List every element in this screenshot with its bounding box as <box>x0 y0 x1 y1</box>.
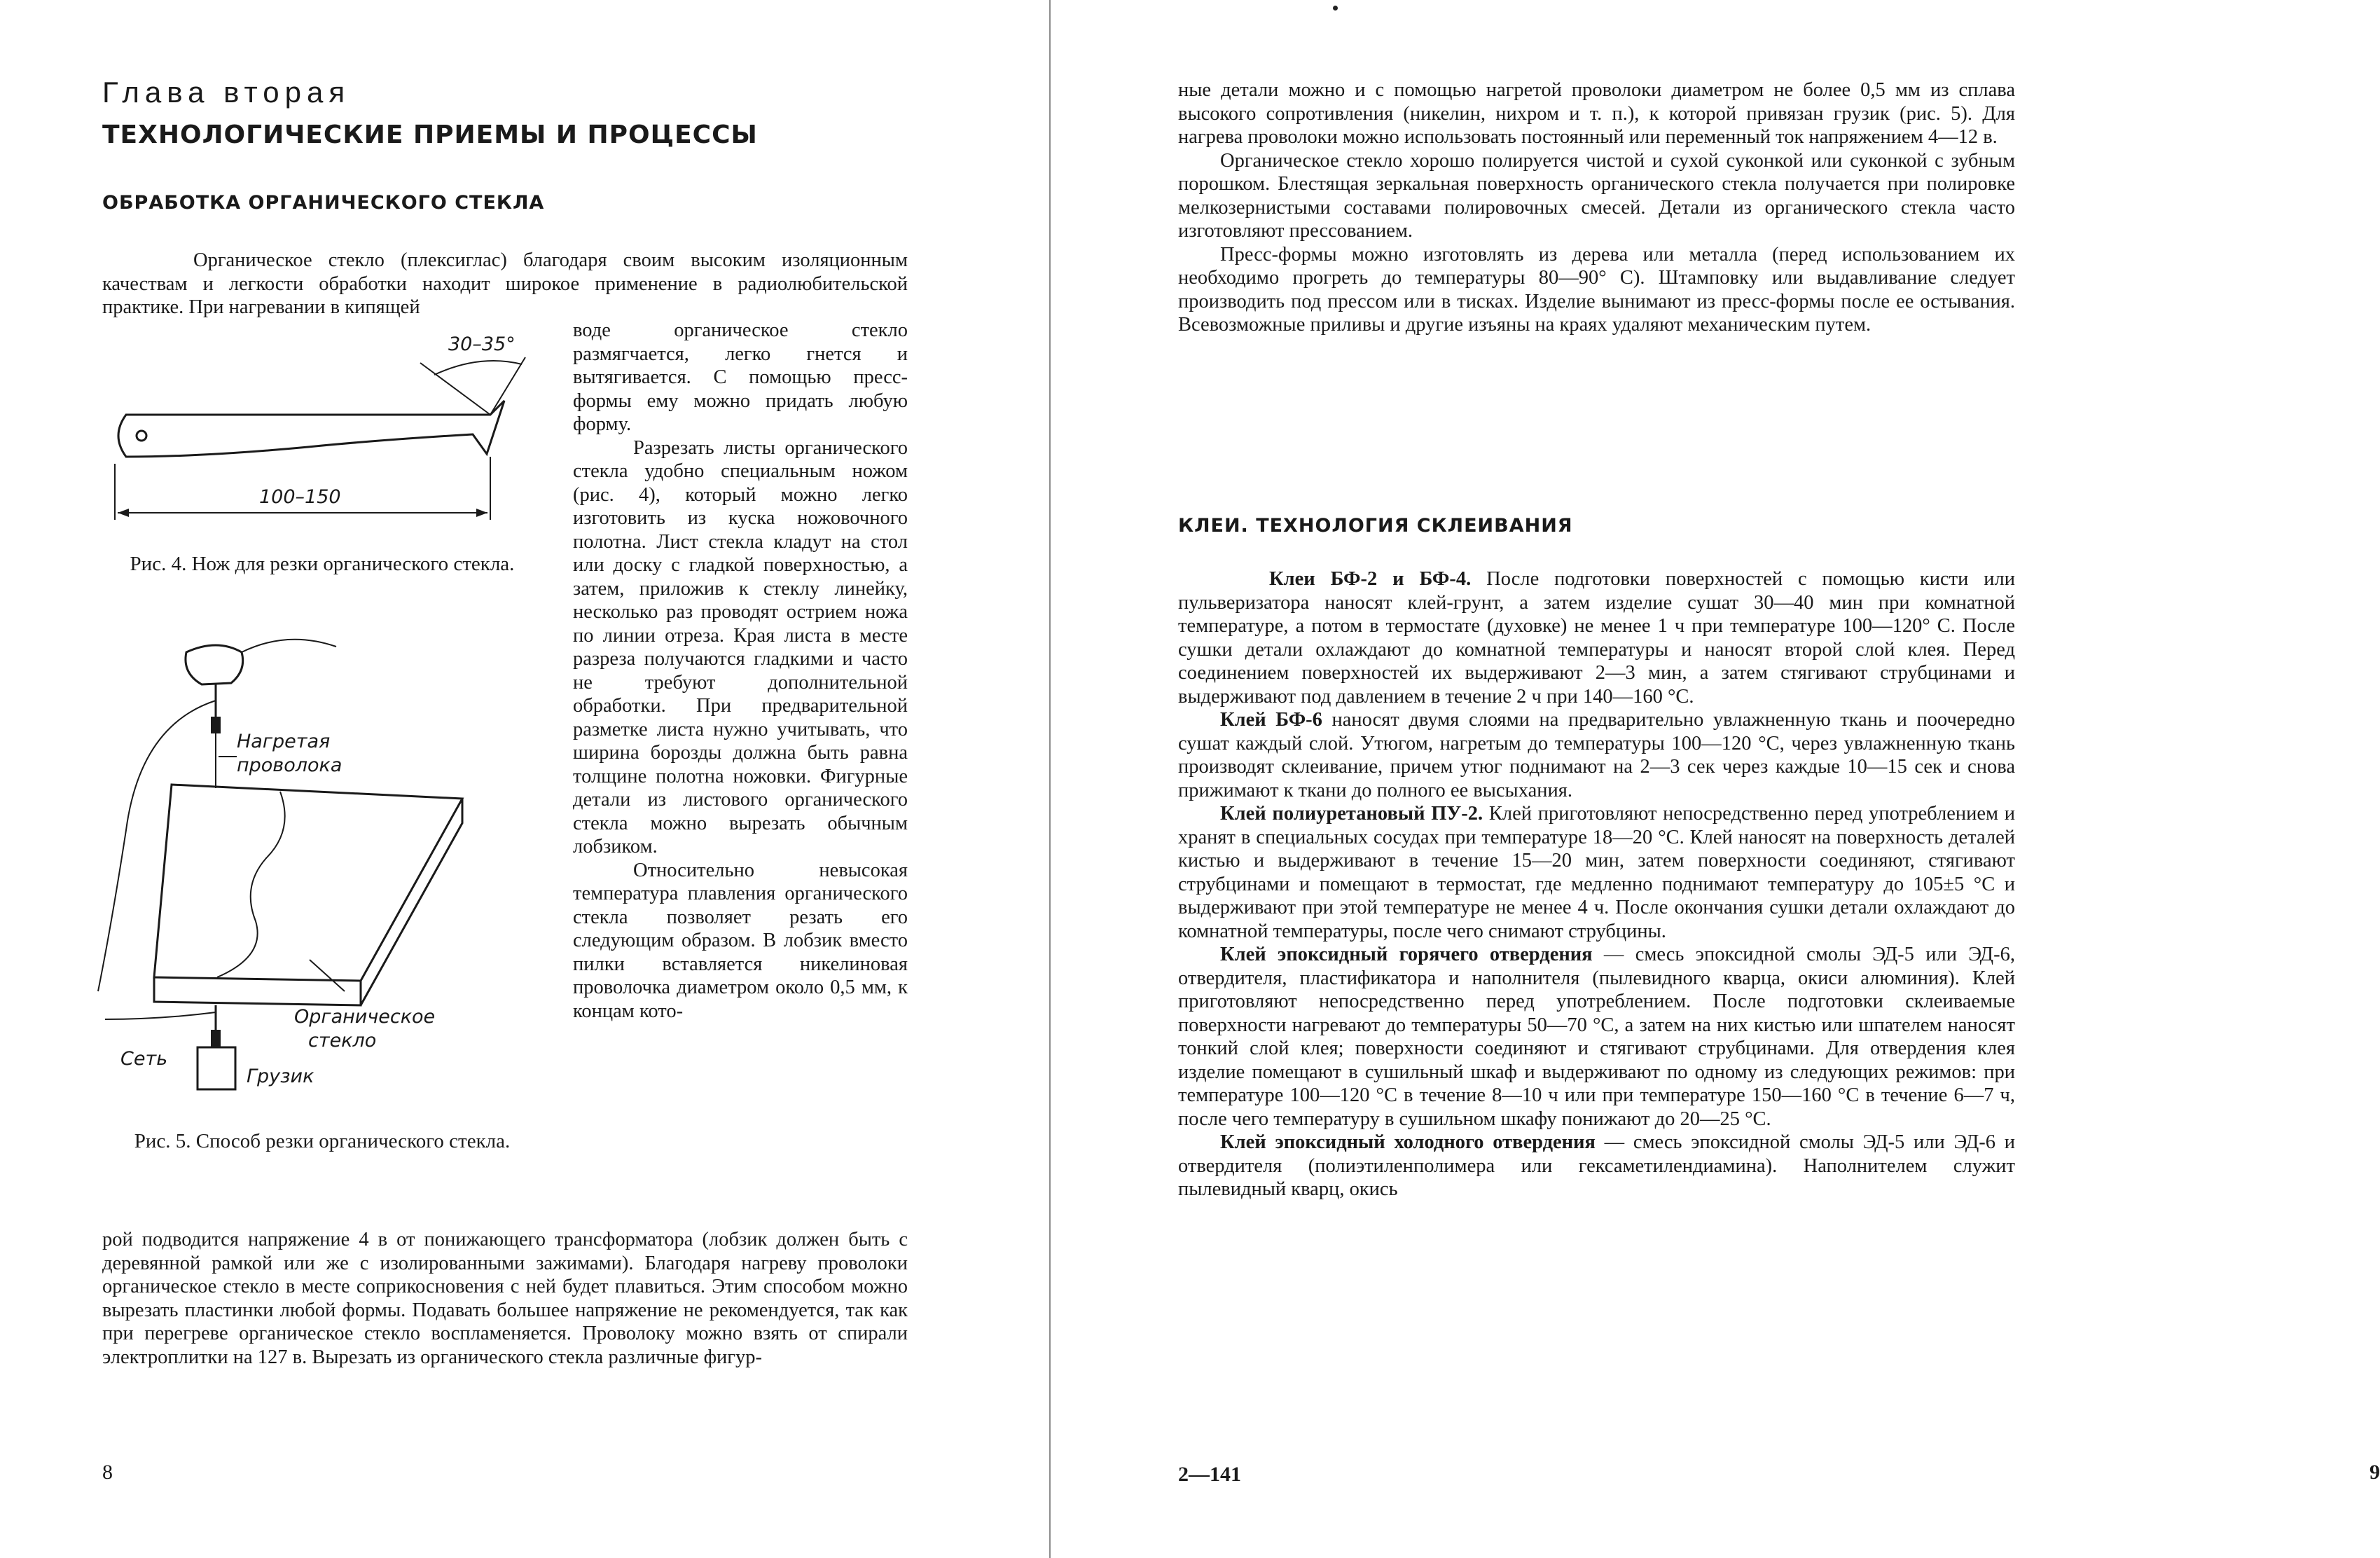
column-paragraph-3: Относительно невысокая температура плавления органического стекла позволяет резать его следующим образом. В лобзик вместо пилки вставляется никелиновая проволочка диаметром около 0,5 мм, к концам кото- <box>573 859 908 1022</box>
column-paragraph-1: воде органическое стекло размягчается, легко гнется и вытягивается. С помощью пресс-формы ему можно придать любую форму. <box>573 319 908 435</box>
label-glass-2: стекло <box>308 1030 377 1052</box>
angle-line-a <box>420 363 490 415</box>
weight-box <box>198 1047 235 1089</box>
intro-paragraph: Органическое стекло (плексиглас) благодаря своим высоким изоляционным качествам и легкости обработки находит широкое применение в радиолюбительской практике. При нагревании в кипящей <box>102 249 908 318</box>
figure-5-cutting <box>112 627 532 1117</box>
glue-bf2-text: После подготовки поверхностей с помощью кисти или пульверизатора наносят клей-грунт, а затем изделие сушат 30—40 мин при комнатной температуре, а потом в термостате (духовке) не менее 1 ч при температуре 100—120° С. После сушки детали охлаждают до комнатной температуры и наносят второй слой клея. Перед соединением поверхностей их выдерживают 2—3 мин, а затем стягивают струбцинами и выдерживают под давлением в течение 2 ч при 140—160 °С. <box>1178 568 2016 708</box>
glass-top <box>154 785 462 981</box>
glue-section-text <box>1178 567 2015 1201</box>
hand <box>186 645 243 684</box>
glass-front <box>154 977 361 1005</box>
glue-bf2-paragraph <box>1178 567 2015 708</box>
glue-pu2-text: Клей приготовляют непосредственно перед употреблением и хранят в специальных сосудах при температуре 18—20 °С. Клей наносят на поверхность деталей кистью и выдерживают в течение 15—20 мин, затем поверхности соединяют, стягивают струбцинами и помещают в термостат, где медленно поднимают температуру до 105±5 °С и выдерживают при этой температуре не менее 4 ч. После окончания сушки детали охлаждают до комнатной температуры, после чего снимают струбцины. <box>1178 803 2015 942</box>
hand-sleeve <box>242 640 336 652</box>
bottom-paragraph: рой подводится напряжение 4 в от понижающего трансформатора (лобзик должен быть с деревянной рамкой или же с изолированными зажимами). Благодаря нагреву проволоки органическое стекло в месте соприкосновения с ней будет плавиться. Этим способом можно вырезать пластинки любой формы. Подавать большее напряжение не рекомендуется, так как при перегреве органическое стекло воспламеняется. Проволоку можно взять от спирали электроплитки на 127 в. Вырезать из органического стекла различные фигур- <box>102 1229 908 1368</box>
figure-4-knife <box>98 333 546 546</box>
figure-5-caption: Рис. 5. Способ резки органического стекла. <box>134 1130 511 1152</box>
glue-epoxy-hot-title: Клей эпоксидный горячего отвердения <box>1220 944 1593 965</box>
length-label: 100–150 <box>259 486 341 508</box>
dim-arrow-right <box>476 509 487 517</box>
glue-epoxy-cold-text: — смесь эпоксидной смолы ЭД-5 или ЭД-6 и отвердителя (полиэтиленполимера или гексаметилендиамина). Наполнителем служит пылевидный кварц, окись <box>1178 1131 2015 1200</box>
glue-section-title: КЛЕИ. ТЕХНОЛОГИЯ СКЛЕИВАНИЯ <box>1178 515 1573 537</box>
label-weight: Грузик <box>247 1066 314 1087</box>
figure-4-caption: Рис. 4. Нож для резки органического стекла. <box>130 553 515 575</box>
text-column <box>573 319 908 1023</box>
dim-arrow-left <box>118 509 129 517</box>
printer-signature: 2—141 <box>1178 1463 1241 1486</box>
angle-arc <box>434 361 522 375</box>
glue-bf6-title: Клей БФ-6 <box>1220 709 1322 731</box>
label-heated-wire-1: Нагретая <box>237 731 331 752</box>
wire-clamp-bottom <box>211 1030 221 1047</box>
right-paragraph-2: Органическое стекло хорошо полируется чистой и сухой суконкой или суконкой с зубным порошком. Блестящая зеркальная поверхность органического стекла получается при полировке мелкозернистыми составами полировочных смесей. Детали из органического стекла часто изготовляют прессованием. <box>1178 149 2015 242</box>
right-paragraph-1: ные детали можно и с помощью нагретой проволоки диаметром не более 0,5 мм из сплава высокого сопротивления (никелин, нихром и т. п.), к которой привязан грузик (рис. 5). Для нагрева проволоки можно использовать постоянный или переменный ток напряжением 4—12 в. <box>1178 79 2015 148</box>
glass-pointer <box>310 960 345 991</box>
glue-epoxy-cold-title: Клей эпоксидный холодного отвердения <box>1220 1131 1596 1153</box>
right-upper-text <box>1178 78 2015 337</box>
column-paragraph-2: Разрезать листы органического стекла удобно специальным ножом (рис. 4), который можно легко изготовить из куска ножовочного полотна. Лист стекла кладут на стол или доску с гладкой поверхностью, а затем, приложив к стеклу линейку, несколько раз проводят острием ножа по линии отреза. Края листа в месте разреза получаются гладкими и часто не требуют дополнительной обработки. При предварительной разметке листа нужно учитывать, что ширина борозды должна быть равна толщине полотна ножовки. Фигурные детали из листового органического стекла можно вырезать обычным лобзиком. <box>573 436 908 857</box>
glue-bf6-paragraph <box>1178 708 2015 802</box>
right-page <box>1065 0 2380 1558</box>
chapter-label: Глава вторая <box>102 76 351 109</box>
chapter-title: ТЕХНОЛОГИЧЕСКИЕ ПРИЕМЫ И ПРОЦЕССЫ <box>102 120 758 149</box>
book-gutter <box>1049 0 1051 1558</box>
cut-line <box>217 792 285 977</box>
glue-bf2-title: Клеи БФ-2 и БФ-4. <box>1269 568 1472 590</box>
knife-blade <box>118 401 504 457</box>
glue-pu2-paragraph <box>1178 802 2015 943</box>
angle-line-b <box>490 357 525 415</box>
left-page <box>0 0 1023 1558</box>
glue-epoxy-hot-text: — смесь эпоксидной смолы ЭД-5 или ЭД-6, отвердителя, пластификатора и наполнителя (пылевидного кварца, окиси алюминия). Клей приготовляют непосредственно перед употреблением. После подготовки склеиваемые поверхности нагревают до температуры 50—70 °С, а затем на них кистью или шпателем наносят тонкий слой клея; поверхности соединяют и стягивают струбцинами. Для отвердения клея изделие помещают в сушильный шкаф и выдерживают по одному из следующих режимов: при температуре 100—120 °С в течение 8—10 ч или при температуре 150—160 °С в течение 6—7 ч, после чего температуру в сушильном шкафу понижают до 20—25 °С. <box>1178 944 2015 1130</box>
page-number-right: 9 <box>2369 1461 2380 1484</box>
page-number-left: 8 <box>102 1461 113 1484</box>
label-glass-1: Органическое <box>294 1006 436 1028</box>
knife-hole <box>137 431 146 441</box>
glass-side <box>361 799 462 1005</box>
power-lead-lower <box>105 1012 216 1019</box>
glue-pu2-title: Клей полиуретановый ПУ-2. <box>1220 803 1483 825</box>
section-title: ОБРАБОТКА ОРГАНИЧЕСКОГО СТЕКЛА <box>102 192 545 214</box>
glue-epoxy-hot-paragraph <box>1178 943 2015 1131</box>
right-paragraph-3: Пресс-формы можно изготовлять из дерева или металла (перед использованием их необходимо прогреть до температуры 80—90° С). Штамповку или выдавливание следует производить под прессом или в тисках. Изделие вынимают из пресс-формы после ее остывания. Всевозможные приливы и другие изъяны на краях удаляют механическим путем. <box>1178 243 2015 336</box>
glue-epoxy-cold-paragraph <box>1178 1131 2015 1201</box>
glue-bf6-text: наносят двумя слоями на предварительно увлажненную ткань и поочередно сушат каждый слой. Утюгом, нагретым до температуры 100—120 °С, через увлажненную ткань производят склеивание, причем утюг поднимают на 2—3 сек через каждые 10—15 сек и снова прижимают к ткани до полного ее высыхания. <box>1178 709 2015 801</box>
label-network: Сеть <box>120 1048 168 1070</box>
label-heated-wire-2: проволока <box>237 754 343 776</box>
angle-label: 30–35° <box>448 333 516 355</box>
wire-clamp-top <box>211 717 221 733</box>
